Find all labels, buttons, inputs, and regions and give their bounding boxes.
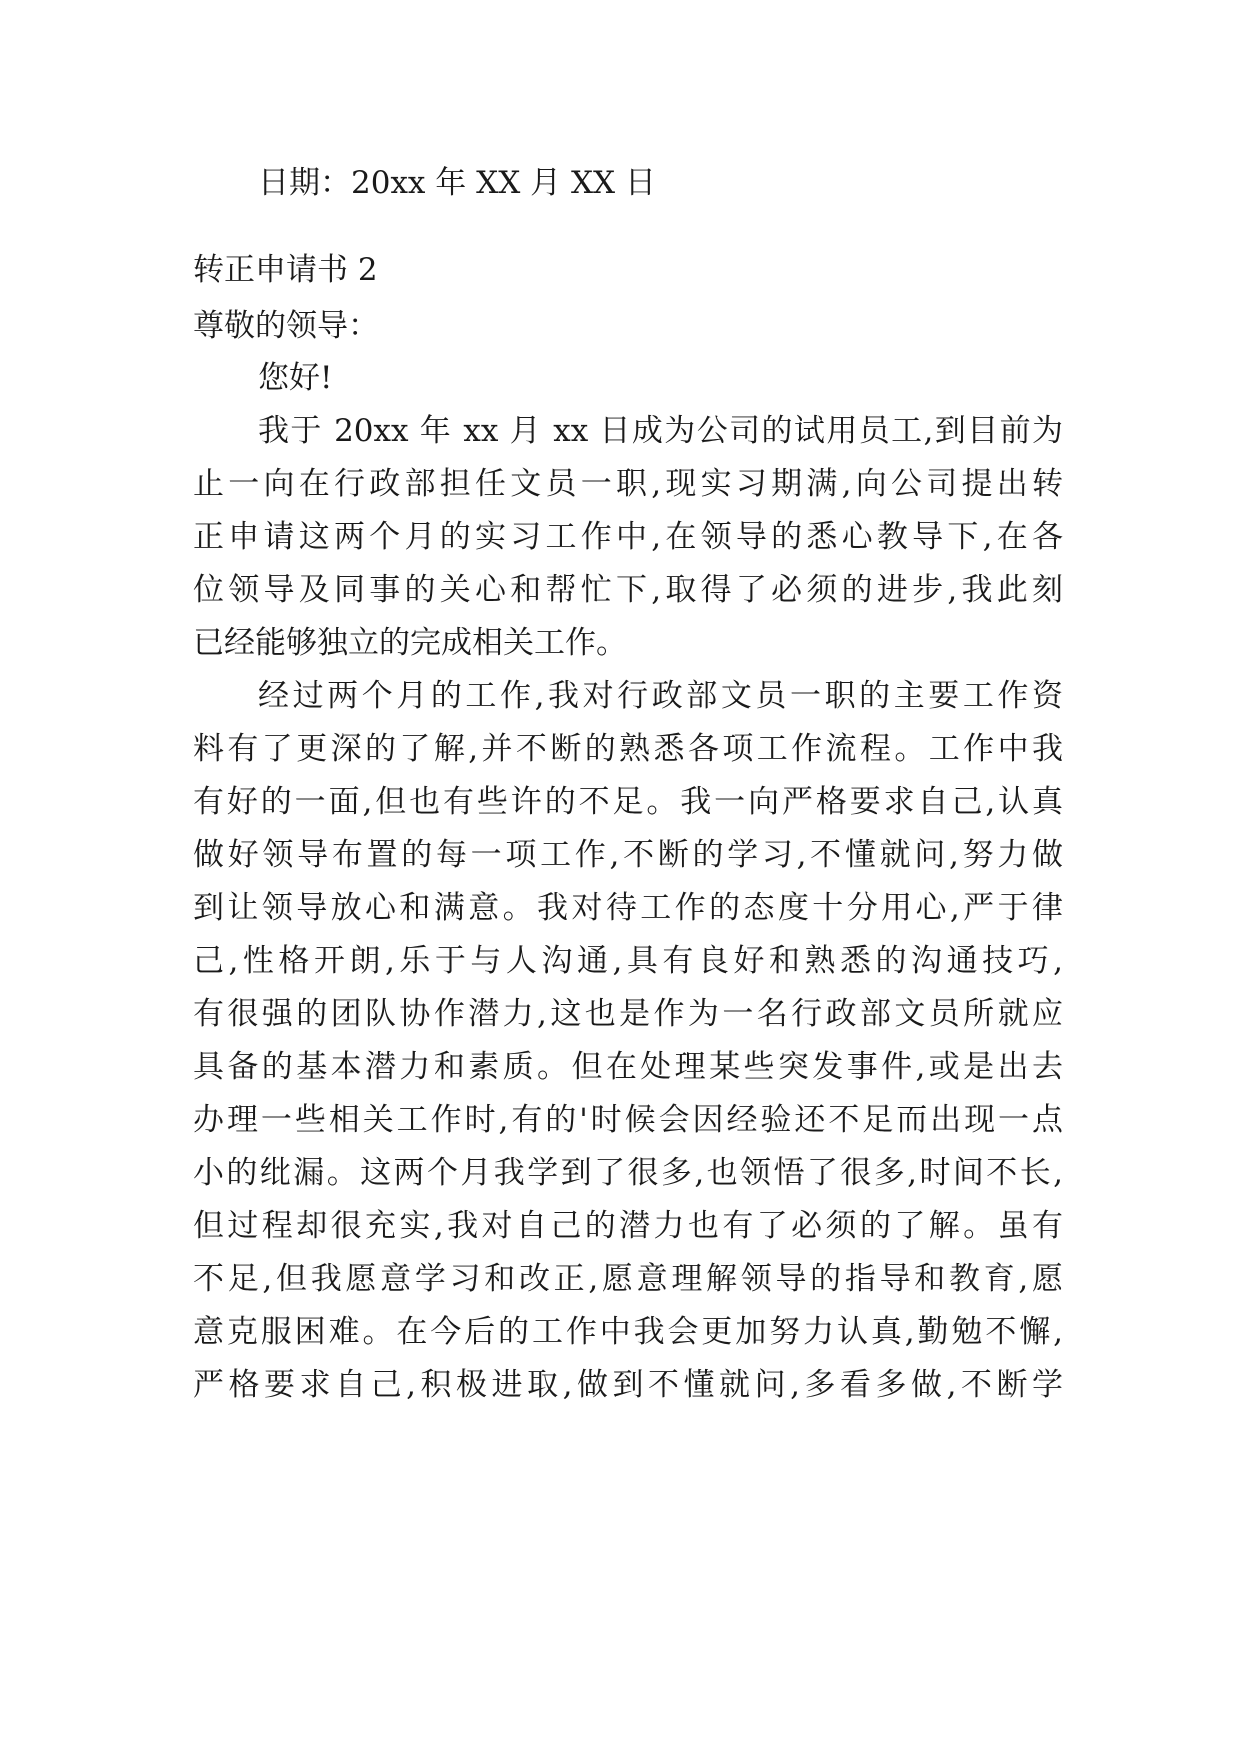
section-title: 转正申请书 2 [193, 252, 378, 288]
paragraph-2-line-14: 严格要求自己,积极进取,做到不懂就问,多看多做,不断学 [193, 1367, 1063, 1403]
paragraph-1-line-1: 我于 20xx 年 xx 月 xx 日成为公司的试用员工,到目前为 [258, 413, 1063, 449]
paragraph-2-line-2: 料有了更深的了解,并不断的熟悉各项工作流程。工作中我 [193, 731, 1063, 767]
paragraph-2-line-7: 有很强的团队协作潜力,这也是作为一名行政部文员所就应 [193, 996, 1063, 1032]
paragraph-2-line-11: 但过程却很充实,我对自己的潜力也有了必须的了解。虽有 [193, 1208, 1063, 1244]
salutation: 尊敬的领导： [193, 308, 379, 344]
paragraph-2-line-5: 到让领导放心和满意。我对待工作的态度十分用心,严于律 [193, 890, 1063, 926]
date-line: 日期：20xx 年 XX 月 XX 日 [258, 165, 656, 201]
paragraph-2-line-3: 有好的一面,但也有些许的不足。我一向严格要求自己,认真 [193, 784, 1063, 820]
paragraph-2-line-9: 办理一些相关工作时,有的'时候会因经验还不足而出现一点 [193, 1102, 1063, 1138]
paragraph-1-line-5: 已经能够独立的完成相关工作。 [193, 625, 627, 661]
paragraph-1-line-4: 位领导及同事的关心和帮忙下,取得了必须的进步,我此刻 [193, 572, 1063, 608]
paragraph-2-line-1: 经过两个月的工作,我对行政部文员一职的主要工作资 [258, 678, 1063, 714]
paragraph-2-line-4: 做好领导布置的每一项工作,不断的学习,不懂就问,努力做 [193, 837, 1063, 873]
paragraph-2-line-10: 小的纰漏。这两个月我学到了很多,也领悟了很多,时间不长, [193, 1155, 1063, 1191]
paragraph-1-line-3: 正申请这两个月的实习工作中,在领导的悉心教导下,在各 [193, 519, 1063, 555]
paragraph-1-line-2: 止一向在行政部担任文员一职,现实习期满,向公司提出转 [193, 466, 1063, 502]
paragraph-2-line-8: 具备的基本潜力和素质。但在处理某些突发事件,或是出去 [193, 1049, 1063, 1085]
greeting: 您好! [258, 360, 333, 396]
paragraph-2-line-6: 己,性格开朗,乐于与人沟通,具有良好和熟悉的沟通技巧, [193, 943, 1063, 979]
paragraph-2-line-12: 不足,但我愿意学习和改正,愿意理解领导的指导和教育,愿 [193, 1261, 1063, 1297]
paragraph-2-line-13: 意克服困难。在今后的工作中我会更加努力认真,勤勉不懈, [193, 1314, 1063, 1350]
